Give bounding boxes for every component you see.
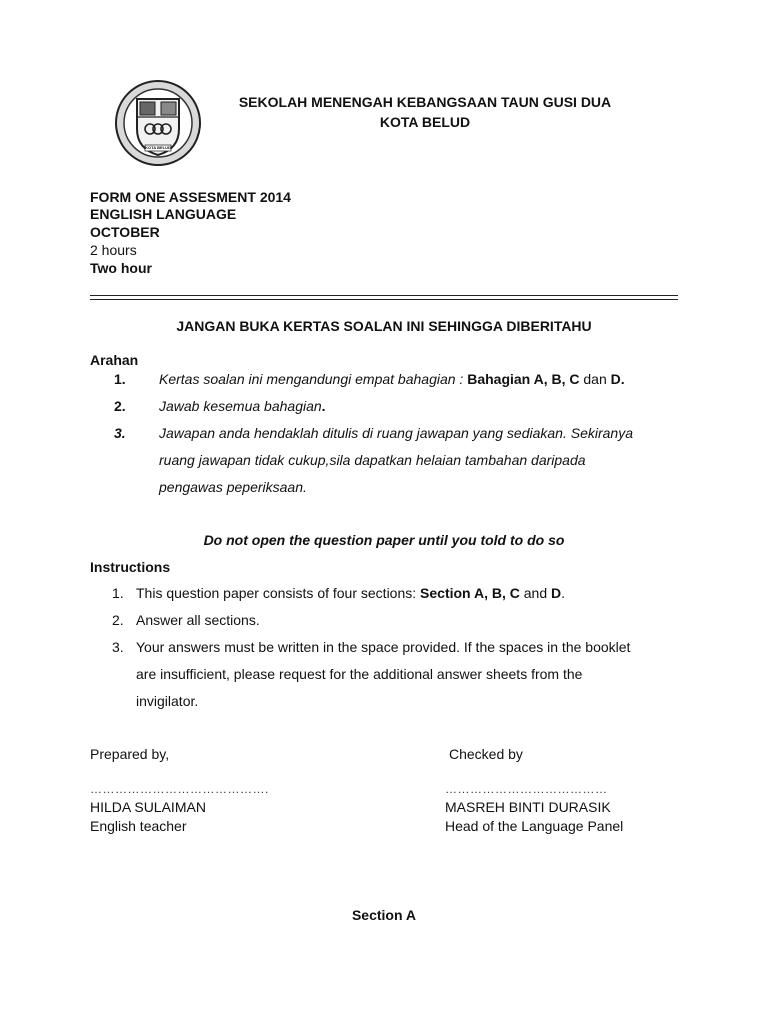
english-item-1-conj: and <box>519 585 552 601</box>
malay-warning: JANGAN BUKA KERTAS SOALAN INI SEHINGGA DIBERITAHU <box>176 318 592 334</box>
checked-by-name: MASREH BINTI DURASIK <box>445 799 611 815</box>
malay-item-1-number: 1. <box>114 371 126 387</box>
exam-duration: 2 hours <box>90 242 137 258</box>
english-item-3-line3: invigilator. <box>136 693 199 709</box>
exam-duration-en: Two hour <box>90 260 152 276</box>
malay-item-2-text: Jawab kesemua bahagian <box>159 398 322 414</box>
english-item-1-number: 1. <box>112 585 124 601</box>
divider-top <box>90 295 678 296</box>
checked-by-label: Checked by <box>449 746 523 762</box>
prepared-signature-line: ……………………………………. <box>90 782 269 796</box>
malay-item-1-sections: Bahagian A, B, C <box>467 371 580 387</box>
english-item-3-number: 3. <box>112 639 124 655</box>
school-location: KOTA BELUD <box>379 114 471 130</box>
english-item-1-sections: Section A, B, C <box>420 585 520 601</box>
exam-subject: ENGLISH LANGUAGE <box>90 206 237 222</box>
section-title: Section A <box>351 907 417 923</box>
malay-item-2-period: . <box>321 398 326 414</box>
malay-item-1-last: D. <box>610 371 625 387</box>
english-item-1-period: . <box>561 585 566 601</box>
malay-heading: Arahan <box>90 352 139 368</box>
malay-item-2 <box>159 398 679 414</box>
checked-by-role: Head of the Language Panel <box>445 818 624 834</box>
malay-item-3-line2: ruang jawapan tidak cukup,sila dapatkan helaian tambahan daripada <box>159 452 586 468</box>
english-heading: Instructions <box>90 559 171 575</box>
malay-item-1 <box>159 371 679 387</box>
malay-item-3-number: 3. <box>114 425 126 441</box>
english-warning: Do not open the question paper until you told to do so <box>203 532 565 548</box>
exam-month: OCTOBER <box>90 224 160 240</box>
english-item-2-text: Answer all sections. <box>136 612 260 628</box>
malay-item-1-conj: dan <box>579 371 611 387</box>
english-item-1-last: D <box>551 585 562 601</box>
english-item-2-number: 2. <box>112 612 124 628</box>
prepared-by-role: English teacher <box>90 818 187 834</box>
english-item-1-text: This question paper consists of four sections: <box>136 585 421 601</box>
exam-title: FORM ONE ASSESMENT 2014 <box>90 189 291 205</box>
malay-item-2-number: 2. <box>114 398 126 414</box>
prepared-by-name: HILDA SULAIMAN <box>90 799 206 815</box>
malay-item-1-text: Kertas soalan ini mengandungi empat bahagian : <box>159 371 468 387</box>
checked-signature-line: ………………………………… <box>445 782 608 796</box>
english-item-1 <box>136 585 686 601</box>
logo-motto-text: KOTA BELUD <box>145 145 171 150</box>
malay-item-3-line1: Jawapan anda hendaklah ditulis di ruang jawapan yang sediakan. Sekiranya <box>159 425 633 441</box>
malay-item-3-line3: pengawas peperiksaan. <box>159 479 307 495</box>
divider-bottom <box>90 299 678 300</box>
school-name: SEKOLAH MENENGAH KEBANGSAAN TAUN GUSI DUA <box>238 94 612 110</box>
english-item-3-line2: are insufficient, please request for the additional answer sheets from the <box>136 666 583 682</box>
english-item-3-line1: Your answers must be written in the space provided. If the spaces in the booklet <box>136 639 631 655</box>
prepared-by-label: Prepared by, <box>90 746 170 762</box>
